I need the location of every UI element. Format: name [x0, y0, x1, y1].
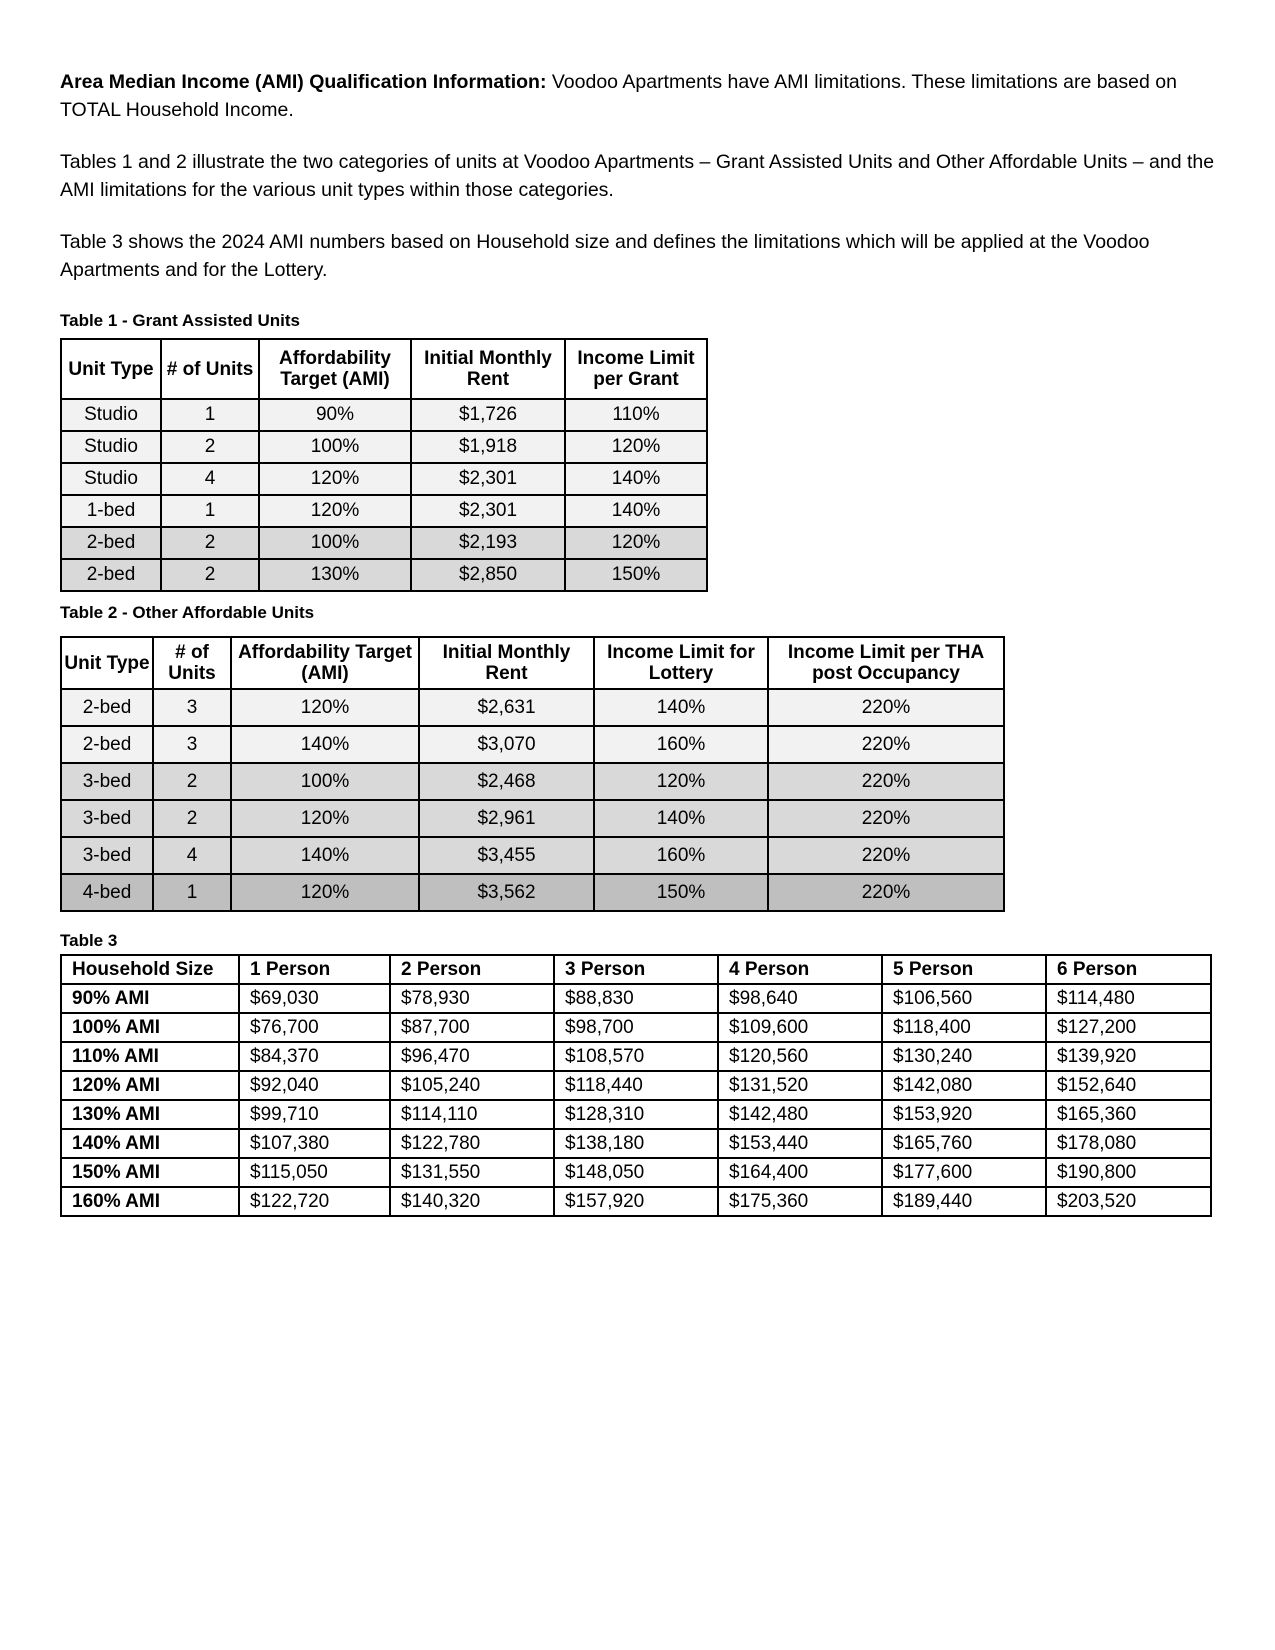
header-household-size: Household Size [61, 955, 239, 984]
cell: 1-bed [61, 495, 161, 527]
header-affordability-target: Affordability Target (AMI) [259, 339, 411, 399]
cell: 2 [161, 431, 259, 463]
table-row [61, 800, 1004, 837]
cell: 4 [153, 837, 231, 874]
cell: 120% [231, 689, 419, 726]
cell: $105,240 [390, 1071, 554, 1100]
table3-caption: Table 3 [60, 931, 118, 950]
cell: $122,780 [390, 1129, 554, 1158]
cell: 2 [161, 527, 259, 559]
intro-heading: Area Median Income (AMI) Qualification Information: [60, 71, 547, 93]
cell: 120% [259, 495, 411, 527]
cell: $2,193 [411, 527, 565, 559]
table-header-row [61, 955, 1211, 984]
cell: 1 [161, 399, 259, 431]
cell: $131,550 [390, 1158, 554, 1187]
cell: 140% [594, 800, 768, 837]
ami-household-size-table [60, 954, 1212, 1217]
cell: $3,455 [419, 837, 594, 874]
header-monthly-rent: Initial Monthly Rent [419, 637, 594, 689]
cell: 140% [565, 495, 707, 527]
cell: $2,301 [411, 463, 565, 495]
cell: $178,080 [1046, 1129, 1211, 1158]
cell: 3-bed [61, 800, 153, 837]
cell: 100% [259, 431, 411, 463]
table-row [61, 527, 707, 559]
cell: $175,360 [718, 1187, 882, 1216]
table-row [61, 726, 1004, 763]
cell: $84,370 [239, 1042, 390, 1071]
header-income-limit: Income Limit per Grant [565, 339, 707, 399]
cell: $99,710 [239, 1100, 390, 1129]
cell: $118,400 [882, 1013, 1046, 1042]
cell: 3 [153, 726, 231, 763]
cell: 100% [231, 763, 419, 800]
cell: $152,640 [1046, 1071, 1211, 1100]
cell: $122,720 [239, 1187, 390, 1216]
cell: 220% [768, 726, 1004, 763]
row-label: 110% AMI [61, 1042, 239, 1071]
cell: $98,640 [718, 984, 882, 1013]
cell: $106,560 [882, 984, 1046, 1013]
cell: 120% [565, 431, 707, 463]
cell: 2-bed [61, 527, 161, 559]
cell: 2-bed [61, 726, 153, 763]
header-unit-type: Unit Type [61, 637, 153, 689]
cell: Studio [61, 463, 161, 495]
table-row [61, 874, 1004, 911]
cell: 110% [565, 399, 707, 431]
cell: 1 [161, 495, 259, 527]
row-label: 90% AMI [61, 984, 239, 1013]
cell: $164,400 [718, 1158, 882, 1187]
cell: 2 [153, 763, 231, 800]
cell: $114,480 [1046, 984, 1211, 1013]
cell: Studio [61, 399, 161, 431]
cell: $139,920 [1046, 1042, 1211, 1071]
intro-text: Voodoo Apartments have AMI limitations. These limitations are based on TOTAL Household Income. [60, 71, 1177, 121]
table-row [61, 463, 707, 495]
cell: 120% [594, 763, 768, 800]
table-row [61, 1100, 1211, 1129]
cell: $190,800 [1046, 1158, 1211, 1187]
header-unit-type: Unit Type [61, 339, 161, 399]
cell: 120% [565, 527, 707, 559]
cell: 3-bed [61, 837, 153, 874]
table-row [61, 1042, 1211, 1071]
row-label: 140% AMI [61, 1129, 239, 1158]
table-row [61, 763, 1004, 800]
cell: 120% [231, 800, 419, 837]
table-row [61, 431, 707, 463]
cell: 2-bed [61, 559, 161, 591]
cell: 130% [259, 559, 411, 591]
table-row [61, 1129, 1211, 1158]
cell: $2,850 [411, 559, 565, 591]
cell: $88,830 [554, 984, 718, 1013]
header-monthly-rent: Initial Monthly Rent [411, 339, 565, 399]
cell: $131,520 [718, 1071, 882, 1100]
table2-caption: Table 2 - Other Affordable Units [60, 603, 315, 622]
table-row [61, 984, 1211, 1013]
cell: 120% [231, 874, 419, 911]
cell: $109,600 [718, 1013, 882, 1042]
table3-body [61, 984, 1211, 1216]
header-income-limit-post-occupancy: Income Limit per THA post Occupancy [768, 637, 1004, 689]
table-row [61, 1187, 1211, 1216]
cell: $3,070 [419, 726, 594, 763]
cell: 220% [768, 837, 1004, 874]
cell: $115,050 [239, 1158, 390, 1187]
table-header-row [61, 637, 1004, 689]
table-row [61, 689, 1004, 726]
cell: $128,310 [554, 1100, 718, 1129]
cell: 140% [594, 689, 768, 726]
cell: 140% [565, 463, 707, 495]
header-num-units: # of Units [161, 339, 259, 399]
cell: $118,440 [554, 1071, 718, 1100]
cell: $96,470 [390, 1042, 554, 1071]
table-row [61, 399, 707, 431]
cell: 2 [153, 800, 231, 837]
cell: 4 [161, 463, 259, 495]
cell: 150% [594, 874, 768, 911]
header-3-person: 3 Person [554, 955, 718, 984]
other-affordable-units-table [60, 636, 1005, 912]
cell: $165,760 [882, 1129, 1046, 1158]
cell: 2-bed [61, 689, 153, 726]
cell: 220% [768, 763, 1004, 800]
cell: Studio [61, 431, 161, 463]
cell: 140% [231, 837, 419, 874]
header-num-units: # of Units [153, 637, 231, 689]
cell: 100% [259, 527, 411, 559]
cell: $140,320 [390, 1187, 554, 1216]
cell: $1,918 [411, 431, 565, 463]
header-4-person: 4 Person [718, 955, 882, 984]
intro-paragraph-table3: Table 3 shows the 2024 AMI numbers based on Household size and defines the limitations which will be applied at the Voodoo Apartments and for the Lottery. [60, 231, 1150, 281]
document-page [60, 68, 1220, 1217]
cell: $3,562 [419, 874, 594, 911]
header-1-person: 1 Person [239, 955, 390, 984]
cell: $127,200 [1046, 1013, 1211, 1042]
row-label: 150% AMI [61, 1158, 239, 1187]
row-label: 160% AMI [61, 1187, 239, 1216]
cell: $98,700 [554, 1013, 718, 1042]
cell: 2 [161, 559, 259, 591]
cell: $153,920 [882, 1100, 1046, 1129]
cell: $69,030 [239, 984, 390, 1013]
cell: $2,631 [419, 689, 594, 726]
cell: $78,930 [390, 984, 554, 1013]
cell: $142,480 [718, 1100, 882, 1129]
cell: $114,110 [390, 1100, 554, 1129]
cell: $76,700 [239, 1013, 390, 1042]
header-5-person: 5 Person [882, 955, 1046, 984]
row-label: 120% AMI [61, 1071, 239, 1100]
cell: $138,180 [554, 1129, 718, 1158]
table-row [61, 1158, 1211, 1187]
cell: 220% [768, 874, 1004, 911]
row-label: 100% AMI [61, 1013, 239, 1042]
cell: $142,080 [882, 1071, 1046, 1100]
table1-caption: Table 1 - Grant Assisted Units [60, 311, 300, 330]
cell: $2,468 [419, 763, 594, 800]
cell: $157,920 [554, 1187, 718, 1216]
cell: 220% [768, 800, 1004, 837]
cell: 1 [153, 874, 231, 911]
table-row [61, 495, 707, 527]
cell: $108,570 [554, 1042, 718, 1071]
cell: $107,380 [239, 1129, 390, 1158]
cell: 160% [594, 726, 768, 763]
cell: $87,700 [390, 1013, 554, 1042]
header-2-person: 2 Person [390, 955, 554, 984]
cell: $120,560 [718, 1042, 882, 1071]
cell: 220% [768, 689, 1004, 726]
cell: $130,240 [882, 1042, 1046, 1071]
cell: $153,440 [718, 1129, 882, 1158]
row-label: 130% AMI [61, 1100, 239, 1129]
cell: 120% [259, 463, 411, 495]
cell: $203,520 [1046, 1187, 1211, 1216]
cell: 3 [153, 689, 231, 726]
cell: 90% [259, 399, 411, 431]
cell: 150% [565, 559, 707, 591]
cell: 3-bed [61, 763, 153, 800]
cell: $92,040 [239, 1071, 390, 1100]
cell: $165,360 [1046, 1100, 1211, 1129]
table-row [61, 1013, 1211, 1042]
header-income-limit-lottery: Income Limit for Lottery [594, 637, 768, 689]
table-row [61, 1071, 1211, 1100]
header-6-person: 6 Person [1046, 955, 1211, 984]
cell: $2,301 [411, 495, 565, 527]
cell: $177,600 [882, 1158, 1046, 1187]
table-row [61, 559, 707, 591]
grant-assisted-units-table [60, 338, 708, 592]
cell: $189,440 [882, 1187, 1046, 1216]
header-affordability-target: Affordability Target (AMI) [231, 637, 419, 689]
cell: 160% [594, 837, 768, 874]
cell: $2,961 [419, 800, 594, 837]
intro-paragraph-tables: Tables 1 and 2 illustrate the two categories of units at Voodoo Apartments – Grant Assisted Units and Other Affordable Units – and the AMI limitations for the various unit types within those categories. [60, 151, 1215, 201]
cell: 4-bed [61, 874, 153, 911]
table-row [61, 837, 1004, 874]
cell: $1,726 [411, 399, 565, 431]
intro-paragraph-ami [60, 68, 1220, 124]
cell: 140% [231, 726, 419, 763]
table-header-row [61, 339, 707, 399]
cell: $148,050 [554, 1158, 718, 1187]
